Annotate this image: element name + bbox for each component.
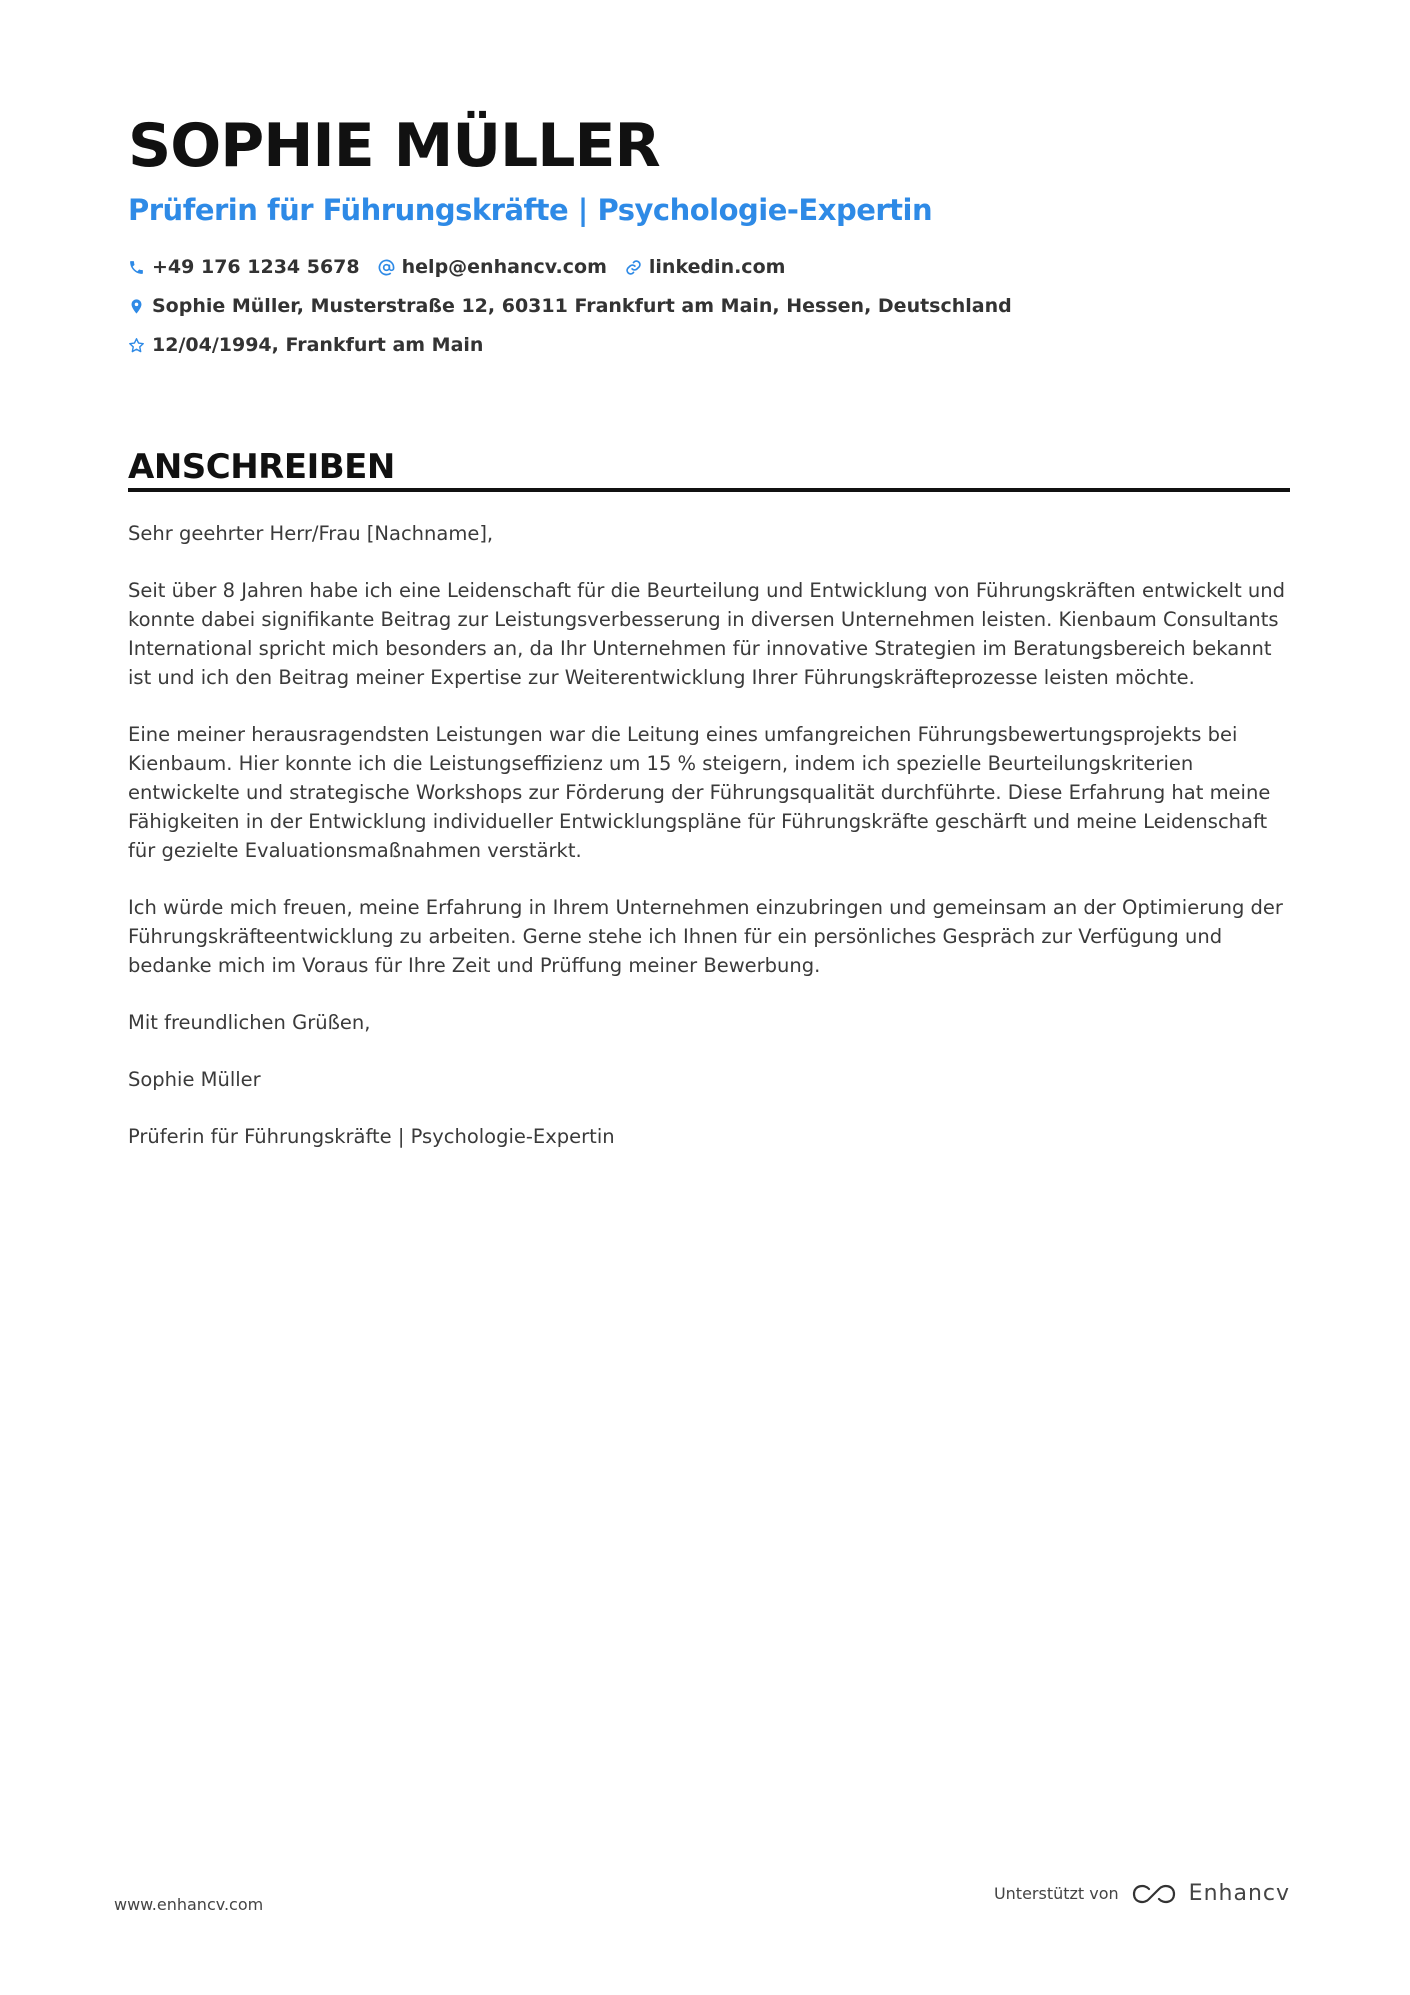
letter-closing: Mit freundlichen Grüßen, xyxy=(128,1011,371,1034)
letter-salutation: Sehr geehrter Herr/Frau [Nachname], xyxy=(128,522,494,545)
letter-paragraph: Seit über 8 Jahren habe ich eine Leidenschaft für die Beurteilung und Entwicklung von Führungskräften entwickelt und konnte dabei signifikante Beitrag zur Leistungsverbesserung in diversen Unternehmen leisten. Kienbaum Consultants International spricht mich besonders an, da Ihr Unternehmen für innovative Strategien im Beratungsbereich bekannt ist und ich den Beitrag meiner Expertise zur Weiterentwicklung Ihrer Führungskräfteprozesse leisten möchte. xyxy=(128,579,1286,689)
footer-branding[interactable] xyxy=(994,1880,1290,1908)
candidate-title: Prüferin für Führungskräfte | Psychologie-Expertin xyxy=(128,193,933,227)
powered-by-label: Unterstützt von xyxy=(993,1884,1119,1903)
contact-row-address xyxy=(128,293,1030,319)
contact-address xyxy=(128,293,1012,319)
section-title: ANSCHREIBEN xyxy=(128,447,395,487)
letter-paragraph: Ich würde mich freuen, meine Erfahrung in Ihrem Unternehmen einzubringen und gemeinsam an der Optimierung der Führungskräfteentwicklung zu arbeiten. Gerne stehe ich Ihnen für ein persönliches Gespräch zur Verfügung und bedanke mich im Voraus für Ihre Zeit und Prüffung meiner Bewerbung. xyxy=(128,896,1283,977)
contact-row-primary xyxy=(128,254,803,280)
section-divider xyxy=(128,488,1290,492)
linkedin-text[interactable]: linkedin.com xyxy=(648,256,786,278)
contact-birth xyxy=(128,332,483,358)
contact-linkedin[interactable] xyxy=(625,254,786,280)
phone-icon xyxy=(128,259,145,276)
letter-paragraph: Eine meiner herausragendsten Leistungen war die Leitung eines umfangreichen Führungsbewertungsprojekts bei Kienbaum. Hier konnte ich die Leistungseffizienz um 15 % steigern, indem ich spezielle Beurteilungskriterien entwickelte und strategische Workshops zur Förderung der Führungsqualität durchführte. Diese Erfahrung hat meine Fähigkeiten in der Entwicklung individueller Entwicklungspläne für Führungskräfte geschärft und meine Leidenschaft für gezielte Evaluationsmaßnahmen verstärkt. xyxy=(128,723,1271,862)
letter-body xyxy=(128,519,1290,1179)
email-text[interactable]: help@enhancv.com xyxy=(401,256,607,278)
contact-email[interactable] xyxy=(378,254,607,280)
birth-text: 12/04/1994, Frankfurt am Main xyxy=(152,334,484,356)
brand-name: Enhancv xyxy=(1188,1881,1290,1906)
enhancv-logo-icon xyxy=(1131,1881,1177,1907)
letter-signature-title: Prüferin für Führungskräfte | Psychologie-Expertin xyxy=(128,1125,615,1148)
footer-website[interactable]: www.enhancv.com xyxy=(114,1895,264,1914)
star-icon xyxy=(128,337,145,354)
map-pin-icon xyxy=(128,298,145,315)
candidate-name: SOPHIE MÜLLER xyxy=(128,111,660,181)
link-icon xyxy=(625,259,642,276)
address-text: Sophie Müller, Musterstraße 12, 60311 Frankfurt am Main, Hessen, Deutschland xyxy=(152,295,1012,317)
contact-phone xyxy=(128,254,360,280)
letter-signature-name: Sophie Müller xyxy=(128,1068,261,1091)
at-icon xyxy=(378,259,395,276)
contact-row-birth xyxy=(128,332,501,358)
phone-text: +49 176 1234 5678 xyxy=(152,256,360,278)
